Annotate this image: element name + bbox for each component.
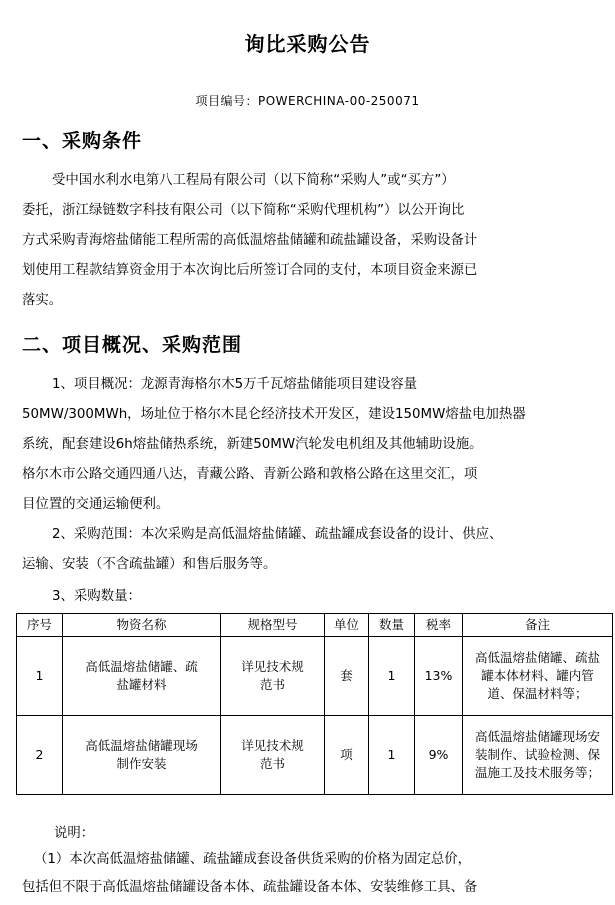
cell-no: 1 (17, 637, 63, 716)
table-row (17, 637, 613, 716)
cell-unit: 套 (325, 637, 369, 716)
paragraph-line: 2、采购范围：本次采购是高低温熔盐储罐、疏盐罐成套设备的设计、供应、 (52, 527, 503, 542)
paragraph-line: 运输、安装（不含疏盐罐）和售后服务等。 (22, 557, 277, 572)
header-tax: 税率 (415, 614, 463, 637)
note-line: 包括但不限于高低温熔盐储罐设备本体、疏盐罐设备本体、安装维修工具、备 (22, 880, 478, 895)
notes-label: 说明： (54, 826, 95, 841)
procurement-scope-paragraph (22, 520, 578, 580)
paragraph-line: 1、项目概况：龙源青海格尔木5万千瓦熔盐储能项目建设容量 (52, 377, 418, 392)
cell-name: 高低温熔盐储罐、疏盐罐材料 (63, 637, 221, 716)
cell-tax: 13% (415, 637, 463, 716)
cell-remark: 高低温熔盐储罐现场安装制作、试验检测、保温施工及技术服务等； (463, 716, 613, 795)
paragraph-line: 格尔木市公路交通四通八达，青藏公路、青新公路和敦格公路在这里交汇，项 (22, 467, 478, 482)
header-name: 物资名称 (63, 614, 221, 637)
notes-item-1 (22, 846, 582, 902)
cell-remark: 高低温熔盐储罐、疏盐罐本体材料、罐内管道、保温材料等； (463, 637, 613, 716)
paragraph-line: 系统，配套建设6h熔盐储热系统，新建50MW汽轮发电机组及其他辅助设施。 (22, 437, 483, 452)
paragraph-line: 目位置的交通运输便利。 (22, 497, 170, 512)
table-header-row (17, 614, 613, 637)
header-spec: 规格型号 (221, 614, 325, 637)
paragraph-line: 委托，浙江绿链数字科技有限公司（以下简称“采购代理机构”）以公开询比 (22, 203, 465, 218)
header-no: 序号 (17, 614, 63, 637)
paragraph-line: 落实。 (22, 293, 63, 308)
note-line: （1）本次高低温熔盐储罐、疏盐罐成套设备供货采购的价格为固定总价， (34, 852, 472, 867)
cell-qty: 1 (369, 637, 415, 716)
section-heading-project-overview: 二、项目概况、采购范围 (22, 334, 243, 356)
cell-no: 2 (17, 716, 63, 795)
cell-name: 高低温熔盐储罐现场制作安装 (63, 716, 221, 795)
cell-qty: 1 (369, 716, 415, 795)
cell-unit: 项 (325, 716, 369, 795)
paragraph-line: 受中国水利水电第八工程局有限公司（以下简称“采购人”或“买方”） (52, 173, 455, 188)
table-row (17, 716, 613, 795)
header-remark: 备注 (463, 614, 613, 637)
header-unit: 单位 (325, 614, 369, 637)
project-number: 项目编号：POWERCHINA-00-250071 (195, 94, 420, 108)
header-qty: 数量 (369, 614, 415, 637)
cell-spec: 详见技术规范书 (221, 716, 325, 795)
project-overview-paragraph (22, 370, 578, 520)
procurement-conditions-paragraph (22, 166, 578, 316)
procurement-quantity-table (16, 613, 613, 795)
document-title: 询比采购公告 (244, 32, 371, 56)
paragraph-line: 划使用工程款结算资金用于本次询比后所签订合同的支付，本项目资金来源已 (22, 263, 478, 278)
section-heading-procurement-conditions: 一、采购条件 (22, 130, 143, 152)
cell-tax: 9% (415, 716, 463, 795)
procurement-quantity-label-wrap (22, 582, 578, 612)
procurement-quantity-label: 3、采购数量： (52, 589, 141, 604)
cell-spec: 详见技术规范书 (221, 637, 325, 716)
paragraph-line: 方式采购青海熔盐储能工程所需的高低温熔盐储罐和疏盐罐设备，采购设备计 (22, 233, 478, 248)
paragraph-line: 50MW/300MWh，场址位于格尔木昆仑经济技术开发区，建设150MW熔盐电加热器 (22, 407, 526, 422)
